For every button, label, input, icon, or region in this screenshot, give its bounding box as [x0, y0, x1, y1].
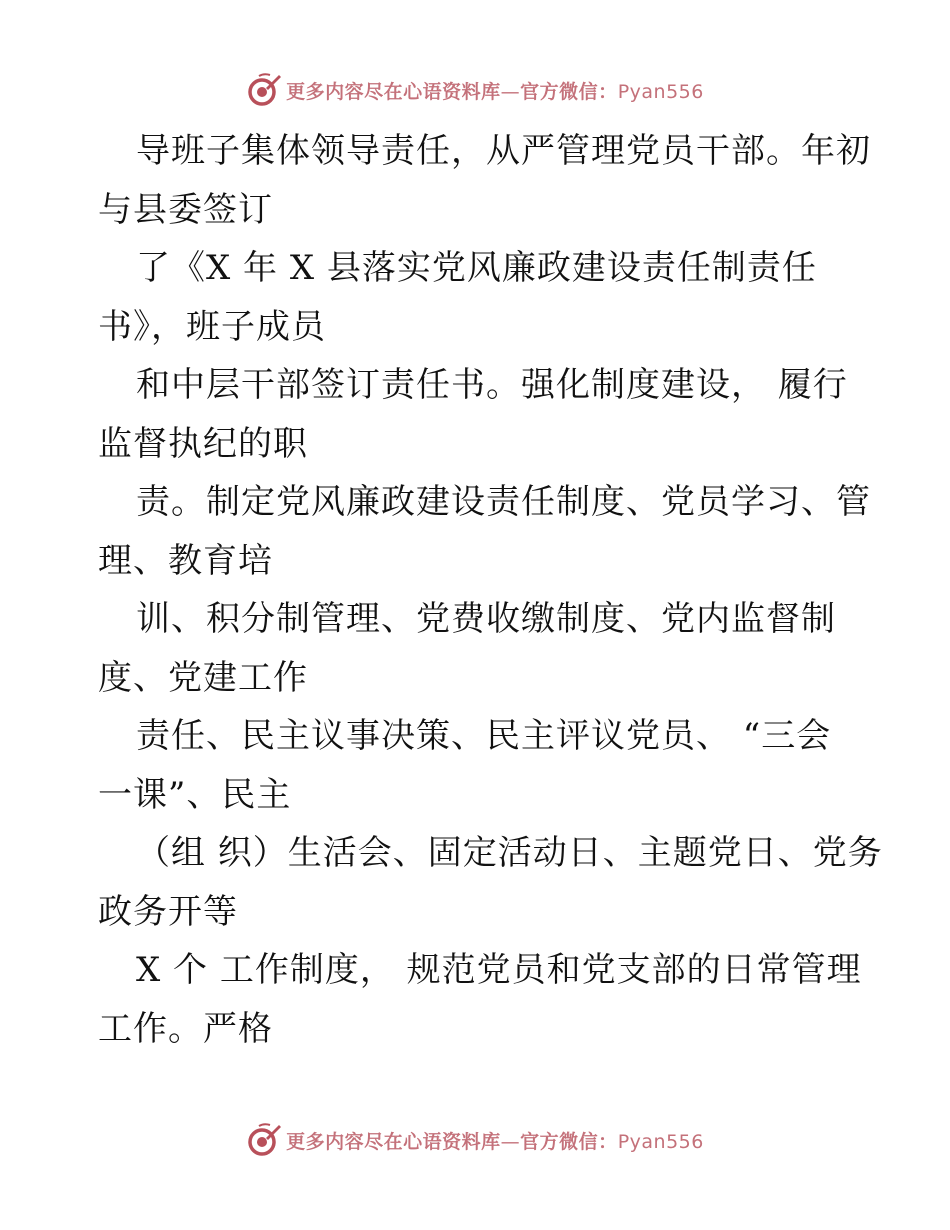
header-banner [0, 70, 950, 110]
pen-circle-logo-icon [246, 72, 282, 108]
text-line: （组 织）生活会、固定活动日、主题党日、党务 [136, 833, 883, 873]
banner-wechat-label: 官方微信： [520, 1130, 618, 1153]
text-line: X 个 工作制度， 规范党员和党支部的日常管理 [136, 950, 862, 990]
text-line: 度、党建工作 [98, 657, 308, 698]
banner-wechat-id: Pyan556 [617, 80, 704, 103]
text-line: 了《X 年 X 县落实党风廉政建设责任制责任 [136, 248, 817, 288]
text-line: 责任、民主议事决策、民主评议党员、 “三会 [136, 716, 832, 756]
text-line: 政务开等 [98, 891, 238, 932]
text-line: 和中层干部签订责任书。强化制度建设， 履行 [136, 365, 848, 405]
banner-title: 更多内容尽在心语资料库 [286, 1130, 501, 1153]
banner-separator: — [500, 1130, 521, 1153]
pen-circle-logo-icon [246, 1122, 282, 1158]
text-line: 监督执纪的职 [98, 423, 308, 464]
banner-wechat-id: Pyan556 [617, 1130, 704, 1153]
text-line: 工作。严格 [98, 1008, 273, 1049]
text-line: 书》，班子成员 [98, 306, 326, 347]
text-line: 理、教育培 [98, 540, 273, 581]
document-body [98, 122, 883, 1058]
footer-banner [0, 1120, 950, 1160]
banner-title: 更多内容尽在心语资料库 [286, 80, 501, 103]
text-line: 一课”、民主 [98, 774, 292, 815]
banner-separator: — [500, 80, 521, 103]
banner-wechat-label: 官方微信： [520, 80, 618, 103]
text-line: 与县委签订 [98, 189, 273, 230]
text-line: 导班子集体领导责任，从严管理党员干部。年初 [136, 131, 871, 171]
text-line: 责。制定党风廉政建设责任制度、党员学习、管 [136, 482, 871, 522]
text-line: 训、积分制管理、党费收缴制度、党内监督制 [136, 599, 836, 639]
